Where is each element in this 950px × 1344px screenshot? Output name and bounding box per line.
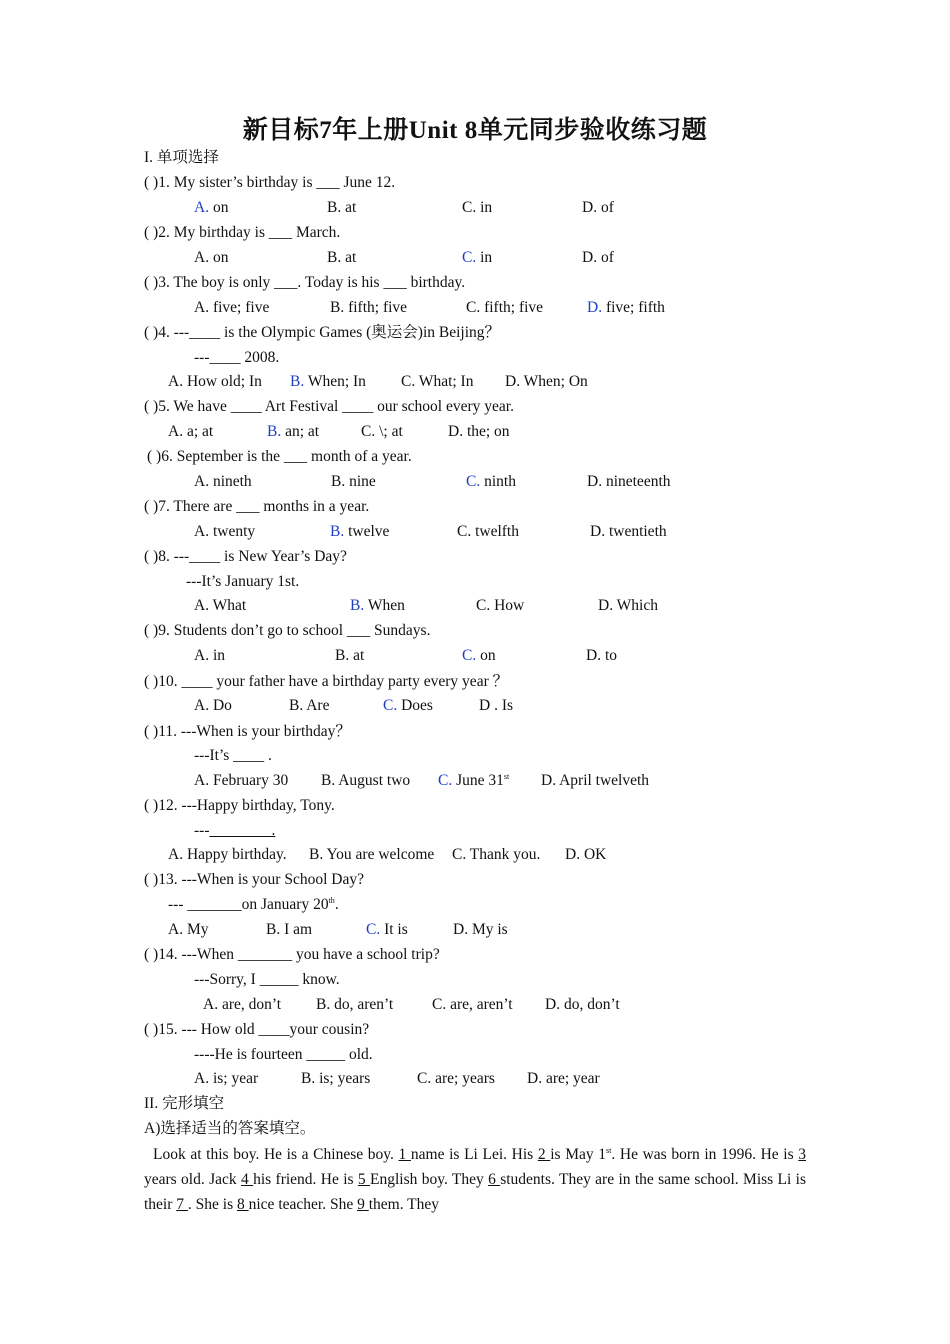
question-13-option-b: B. I am	[266, 921, 313, 938]
answer-marker: D.	[587, 299, 603, 316]
question-7-option-d: D. twentieth	[590, 523, 667, 540]
blank-1: 1	[398, 1146, 411, 1163]
question-1-stem: ( )1. My sister’s birthday is ___ June 12.	[144, 174, 396, 191]
answer-marker: B.	[267, 423, 282, 440]
question-3-option-a: A. five; five	[194, 299, 270, 316]
question-13-option-d: D. My is	[453, 921, 508, 938]
question-8-option-a: A. What	[194, 597, 247, 614]
question-11-option-c: C. June 31st	[438, 771, 510, 789]
question-15-option-d: D. are; year	[527, 1070, 600, 1087]
answer-marker: C.	[462, 249, 477, 266]
question-14-line-2: ---Sorry, I _____ know.	[194, 971, 340, 988]
question-12-option-d: D. OK	[565, 846, 607, 863]
question-4-line-2: ---____ 2008.	[194, 349, 280, 366]
question-12-line-2: ---________.	[194, 822, 276, 839]
question-2-stem: ( )2. My birthday is ___ March.	[144, 224, 341, 241]
question-7-option-c: C. twelfth	[457, 523, 519, 540]
question-3-stem: ( )3. The boy is only ___. Today is his ___ birthday.	[144, 274, 466, 291]
question-9-stem: ( )9. Students don’t go to school ___ Sundays.	[144, 622, 431, 639]
answer-marker: C.	[466, 473, 481, 490]
blank-7: 7	[176, 1196, 188, 1213]
question-10-option-d: D . Is	[479, 697, 514, 714]
question-4-stem: ( )4. ---____ is the Olympic Games (奥运会)in Beijing？	[144, 324, 501, 341]
question-14-option-a: A. are, don’t	[203, 996, 282, 1013]
question-5-stem: ( )5. We have ____ Art Festival ____ our school every year.	[144, 398, 514, 415]
question-11-stem: ( )11. ---When is your birthday？	[144, 723, 351, 740]
answer-marker: C.	[462, 647, 477, 664]
question-2-option-c: C. in	[462, 249, 493, 266]
question-15-option-c: C. are; years	[417, 1070, 495, 1087]
question-14-option-d: D. do, don’t	[545, 996, 620, 1013]
question-14-option-c: C. are, aren’t	[432, 996, 513, 1013]
question-9-option-a: A. in	[194, 647, 225, 664]
blank-5: 5	[357, 1171, 370, 1188]
answer-marker: C.	[366, 921, 381, 938]
question-3-option-c: C. fifth; five	[466, 299, 544, 316]
question-15-line-2: ----He is fourteen _____ old.	[194, 1046, 373, 1063]
question-11-option-a: A. February 30	[194, 772, 289, 789]
question-11-line-2: ---It’s ____ .	[194, 747, 272, 764]
question-3-option-d: D. five; fifth	[587, 299, 665, 316]
answer-marker: B.	[290, 373, 305, 390]
question-7-stem: ( )7. There are ___ months in a year.	[144, 498, 370, 515]
answer-marker: B.	[330, 523, 345, 540]
question-9-option-d: D. to	[586, 647, 617, 664]
section-2-heading: II. 完形填空	[144, 1095, 225, 1112]
question-5-option-d: D. the; on	[448, 423, 510, 440]
question-4-option-d: D. When; On	[505, 373, 588, 390]
page-title: 新目标7年上册Unit 8单元同步验收练习题	[242, 117, 708, 144]
question-4-option-c: C. What; In	[401, 373, 474, 390]
question-1-option-d: D. of	[582, 199, 614, 216]
question-3-option-b: B. fifth; five	[330, 299, 408, 316]
question-9-option-b: B. at	[335, 647, 365, 664]
question-12-stem: ( )12. ---Happy birthday, Tony.	[144, 797, 335, 814]
question-8-option-d: D. Which	[598, 597, 658, 614]
answer-blank: ________.	[209, 822, 276, 839]
question-10-option-b: B. Are	[289, 697, 330, 714]
answer-marker: C.	[383, 697, 398, 714]
question-5-option-b: B. an; at	[267, 423, 320, 440]
answer-marker: B.	[350, 597, 365, 614]
question-13-stem: ( )13. ---When is your School Day?	[144, 871, 364, 888]
question-1-option-b: B. at	[327, 199, 357, 216]
question-11-option-d: D. April twelveth	[541, 772, 650, 789]
blank-3: 3	[798, 1146, 807, 1163]
question-7-option-a: A. twenty	[194, 523, 256, 540]
answer-marker: C.	[438, 772, 453, 789]
question-8-option-b: B. When	[350, 597, 405, 614]
question-15-stem: ( )15. --- How old ____your cousin?	[144, 1021, 370, 1038]
question-6-stem: ( )6. September is the ___ month of a year.	[147, 448, 412, 465]
question-11-option-b: B. August two	[321, 772, 411, 789]
question-10-stem: ( )10. ____ your father have a birthday party every year ？	[144, 673, 509, 690]
question-12-option-b: B. You are welcome	[309, 846, 435, 863]
question-14-option-b: B. do, aren’t	[316, 996, 394, 1013]
question-8-stem: ( )8. ---____ is New Year’s Day?	[144, 548, 347, 565]
answer-marker: A.	[194, 199, 210, 216]
question-7-option-b: B. twelve	[330, 523, 390, 540]
question-10-option-c: C. Does	[383, 697, 433, 714]
blank-4: 4	[240, 1171, 254, 1188]
section-1-heading: I. 单项选择	[144, 149, 219, 166]
blank-2: 2	[537, 1146, 551, 1163]
question-13-option-c: C. It is	[366, 921, 408, 938]
question-1-option-c: C. in	[462, 199, 493, 216]
question-2-option-d: D. of	[582, 249, 614, 266]
question-6-option-d: D. nineteenth	[587, 473, 671, 490]
question-1-option-a: A. on	[194, 199, 229, 216]
question-2-option-b: B. at	[327, 249, 357, 266]
blank-9: 9	[357, 1196, 369, 1213]
question-4-option-a: A. How old; In	[168, 373, 262, 390]
question-15-option-b: B. is; years	[301, 1070, 371, 1087]
question-10-option-a: A. Do	[194, 697, 232, 714]
question-6-option-c: C. ninth	[466, 473, 516, 490]
question-8-line-2: ---It’s January 1st.	[186, 573, 300, 590]
question-14-stem: ( )14. ---When _______ you have a school trip?	[144, 946, 440, 963]
question-15-option-a: A. is; year	[194, 1070, 259, 1087]
question-12-option-c: C. Thank you.	[452, 846, 541, 863]
question-4-option-b: B. When; In	[290, 373, 366, 390]
question-6-option-a: A. nineth	[194, 473, 252, 490]
question-13-option-a: A. My	[168, 921, 209, 938]
question-12-option-a: A. Happy birthday.	[168, 846, 287, 863]
question-2-option-a: A. on	[194, 249, 229, 266]
cloze-passage: Look at this boy. He is a Chinese boy. 1 name is Li Lei. His 2 is May 1st. He was born in 1996. He is 3 years old. Jack 4 his friend. He is 5 English boy. They 6 students. They are in the same school. Miss Li is their 7 . She is 8 nice teacher. She 9 them. They	[144, 1145, 807, 1213]
question-5-option-a: A. a; at	[168, 423, 214, 440]
question-9-option-c: C. on	[462, 647, 496, 664]
question-5-option-c: C. \; at	[361, 423, 403, 440]
section-2-subheading: A)选择适当的答案填空。	[144, 1120, 316, 1137]
blank-8: 8	[237, 1196, 249, 1213]
question-8-option-c: C. How	[476, 597, 525, 614]
question-13-line-2: --- _______on January 20th.	[168, 895, 339, 913]
question-6-option-b: B. nine	[331, 473, 376, 490]
blank-6: 6	[488, 1171, 501, 1188]
